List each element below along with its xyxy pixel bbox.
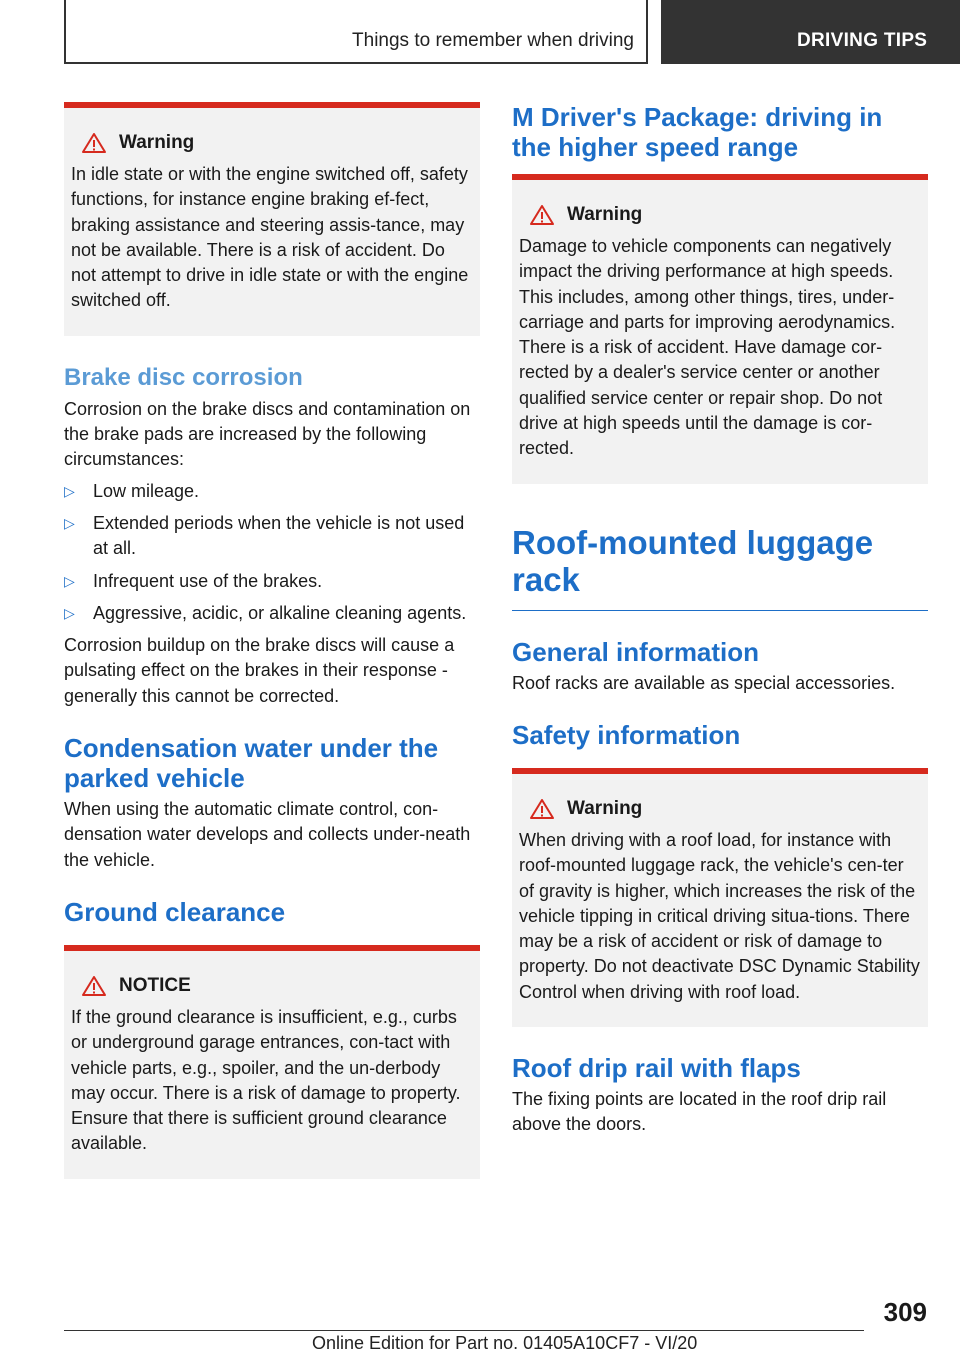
list-item: ▷ Low mileage. [64, 479, 480, 504]
warning-header [529, 798, 921, 820]
warning-title: Warning [567, 204, 643, 225]
warning-box-high-speed [512, 174, 928, 484]
header-chapter-title: DRIVING TIPS [797, 30, 928, 51]
condensation-text: When using the automatic climate control, con-densation water develops and collects under-neath the vehicle. [64, 799, 471, 870]
notice-header [81, 975, 473, 997]
brake-intro-text: Corrosion on the brake discs and contamination on the brake pads are increased by the following circumstances: [64, 398, 471, 470]
warning-triangle-icon [81, 132, 107, 154]
warning-triangle-icon [529, 204, 555, 226]
footer-divider [64, 1330, 864, 1331]
triangle-bullet-icon: ▷ [64, 514, 75, 531]
list-item: ▷ Extended periods when the vehicle is not used at all. [64, 512, 465, 559]
warning-title: Warning [567, 797, 643, 819]
warning-box-idle [64, 102, 480, 336]
notice-box-ground-clearance [64, 945, 480, 1179]
warning-title: Warning [119, 132, 195, 153]
warning-header [81, 132, 473, 154]
triangle-bullet-icon: ▷ [64, 572, 75, 589]
heading-brake-disc-corrosion: Brake disc corrosion [64, 363, 303, 391]
warning-box-roof-load [512, 768, 928, 1027]
notice-text: If the ground clearance is insufficient, e.g., curbs or underground garage entrances, con-tact with vehicle parts, e.g., spoiler, and the un-derbody may occur. There is a risk of damage to property. Ensure that there is sufficient ground clearance available. [71, 1006, 461, 1154]
heading-condensation-water: Condensation water under the parked vehicle [64, 733, 439, 794]
notice-triangle-icon [81, 975, 107, 997]
triangle-bullet-icon: ▷ [64, 482, 75, 499]
heading-m-drivers-package: M Driver's Package: driving in the higher speed range [512, 102, 883, 162]
list-item: ▷ Aggressive, acidic, or alkaline cleaning agents. [64, 601, 480, 626]
general-information-text: Roof racks are available as special accessories. [512, 672, 896, 693]
warning-text: Damage to vehicle components can negatively impact the driving performance at high speeds. This includes, among other things, tires, under-carriage and parts for improving aerodynamics. There is a risk of accident. Have damage cor-rected by a dealer's service center or another qualified service center or repair shop. Do not drive at high speeds until the damage is cor-rected. [519, 236, 896, 459]
header-chapter-tab [661, 0, 960, 64]
header-section-tab [64, 0, 648, 64]
warning-text: When driving with a roof load, for instance with roof-mounted luggage rack, the vehicle's cen-ter of gravity is higher, which increases the risk of the vehicle tipping in critical driving situa-tions. There may be a risk of accident or risk of damage to property. Do not deactivate DSC Dynamic Stability Control when driving with roof load. [519, 829, 920, 1002]
brake-circumstances-list [64, 479, 480, 626]
list-item: ▷ Infrequent use of the brakes. [64, 569, 480, 594]
heading-safety-information: Safety information [512, 719, 741, 750]
right-column [512, 102, 928, 1138]
roof-drip-rail-text: The fixing points are located in the roof drip rail above the doors. [512, 1089, 887, 1135]
header-section-title: Things to remember when driving [352, 30, 634, 51]
warning-text: In idle state or with the engine switched off, safety functions, for instance engine braking ef-fect, braking assistance and steering assis-tance, may not be available. There is a risk of accident. Do not attempt to drive in idle state or with the engine switched off. [71, 164, 469, 311]
footer-edition: Online Edition for Part no. 01405A10CF7 - VI/20 [312, 1333, 698, 1353]
notice-title: NOTICE [119, 974, 191, 996]
brake-outro-text: Corrosion buildup on the brake discs will cause a pulsating effect on the brakes in their response - generally this cannot be corrected. [64, 635, 455, 706]
page-number: 309 [883, 1297, 927, 1327]
warning-triangle-icon [529, 798, 555, 820]
heading-general-information: General information [512, 636, 760, 667]
heading-roof-drip-rail: Roof drip rail with flaps [512, 1053, 801, 1084]
heading-ground-clearance: Ground clearance [64, 896, 286, 927]
heading-roof-mounted-luggage-rack: Roof-mounted luggage rack [512, 524, 928, 611]
warning-header [529, 204, 921, 226]
triangle-bullet-icon: ▷ [64, 604, 75, 621]
left-column [64, 102, 480, 1179]
